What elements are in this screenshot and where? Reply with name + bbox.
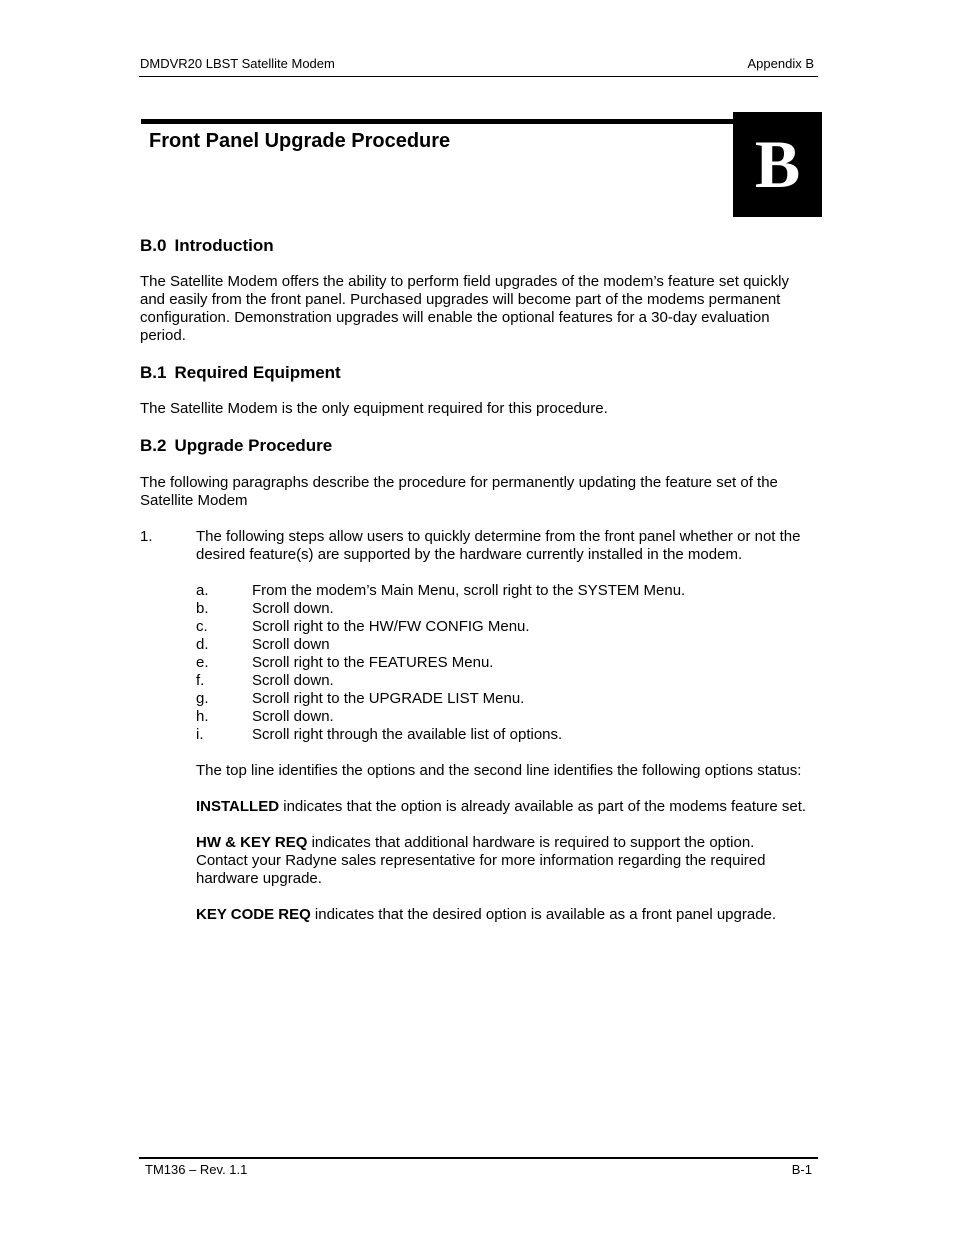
substep-letter: e. bbox=[196, 654, 209, 671]
chapter-letter-box bbox=[733, 112, 822, 217]
substep-letter: f. bbox=[196, 672, 205, 689]
substep-letter: g. bbox=[196, 690, 209, 707]
status-term: HW & KEY REQ bbox=[196, 834, 308, 851]
substep-text: Scroll right to the FEATURES Menu. bbox=[252, 654, 494, 671]
substep-letter: d. bbox=[196, 636, 209, 653]
substep-letter: a. bbox=[196, 582, 209, 599]
substep-item bbox=[196, 582, 810, 600]
substep-text: Scroll down. bbox=[252, 600, 334, 617]
footer-revision: TM136 – Rev. 1.1 bbox=[145, 1162, 248, 1177]
step-text: The following steps allow users to quickly determine from the front panel whether or not the desired feature(s) are supported by the hardware currently installed in the modem. bbox=[196, 528, 801, 563]
substep-item bbox=[196, 654, 810, 672]
substep-item bbox=[196, 726, 810, 744]
substep-letter: h. bbox=[196, 708, 209, 725]
substep-text: Scroll down bbox=[252, 636, 330, 653]
substep-text: Scroll right to the UPGRADE LIST Menu. bbox=[252, 690, 525, 707]
substep-list bbox=[196, 582, 810, 744]
status-intro-paragraph: The top line identifies the options and the second line identifies the following options status: bbox=[196, 762, 802, 779]
section-title: Upgrade Procedure bbox=[174, 436, 333, 455]
section-heading-required-equipment bbox=[140, 363, 810, 383]
substep-text: From the modem’s Main Menu, scroll right to the SYSTEM Menu. bbox=[252, 582, 686, 599]
status-description: indicates that the desired option is available as a front panel upgrade. bbox=[310, 906, 777, 923]
section-heading-intro bbox=[140, 236, 810, 256]
section-number: B.0 bbox=[140, 236, 167, 255]
required-equipment-paragraph: The Satellite Modem is the only equipment required for this procedure. bbox=[140, 400, 608, 417]
substep-letter: b. bbox=[196, 600, 209, 617]
step-number: 1. bbox=[140, 528, 153, 545]
page-body bbox=[140, 236, 810, 924]
section-title: Required Equipment bbox=[174, 363, 341, 382]
intro-paragraph: The Satellite Modem offers the ability to perform field upgrades of the modem’s feature set quickly and easily from the front panel. Purchased upgrades will become part of the modems permanent configuration. Demonstration upgrades will enable the optional features for a 30-day evaluation period. bbox=[140, 273, 789, 344]
section-heading-upgrade-procedure bbox=[140, 436, 810, 456]
status-term: INSTALLED bbox=[196, 798, 280, 815]
chapter-title-bar bbox=[141, 119, 734, 124]
upgrade-paragraph: The following paragraphs describe the procedure for permanently updating the feature set of the Satellite Modem bbox=[140, 474, 778, 509]
header-document-title: DMDVR20 LBST Satellite Modem bbox=[140, 56, 335, 71]
footer-divider bbox=[139, 1157, 818, 1159]
substep-item bbox=[196, 618, 810, 636]
substep-item bbox=[196, 708, 810, 726]
status-key-code-req bbox=[196, 906, 810, 924]
status-description: indicates that the option is already available as part of the modems feature set. bbox=[279, 798, 807, 815]
header-divider bbox=[139, 76, 818, 77]
footer-page-number: B-1 bbox=[791, 1162, 812, 1177]
procedure-step bbox=[140, 528, 810, 924]
step-body bbox=[196, 528, 810, 924]
substep-item bbox=[196, 672, 810, 690]
substep-letter: i. bbox=[196, 726, 204, 743]
status-description: indicates that additional hardware is required to support the option. Contact your Radyne sales representative for more information regarding the required hardware upgrade. bbox=[196, 834, 766, 887]
substep-text: Scroll down. bbox=[252, 672, 334, 689]
status-hw-key-req bbox=[196, 834, 810, 888]
substep-letter: c. bbox=[196, 618, 208, 635]
section-title: Introduction bbox=[174, 236, 274, 255]
chapter-letter: B bbox=[754, 126, 801, 202]
substep-item bbox=[196, 600, 810, 618]
status-term: KEY CODE REQ bbox=[196, 906, 311, 923]
header-appendix-label: Appendix B bbox=[747, 56, 814, 71]
chapter-title: Front Panel Upgrade Procedure bbox=[149, 130, 451, 152]
substep-item bbox=[196, 690, 810, 708]
substep-item bbox=[196, 636, 810, 654]
status-installed bbox=[196, 798, 810, 816]
substep-text: Scroll right through the available list of options. bbox=[252, 726, 563, 743]
section-number: B.2 bbox=[140, 436, 167, 455]
section-number: B.1 bbox=[140, 363, 167, 382]
substep-text: Scroll right to the HW/FW CONFIG Menu. bbox=[252, 618, 530, 635]
substep-text: Scroll down. bbox=[252, 708, 334, 725]
